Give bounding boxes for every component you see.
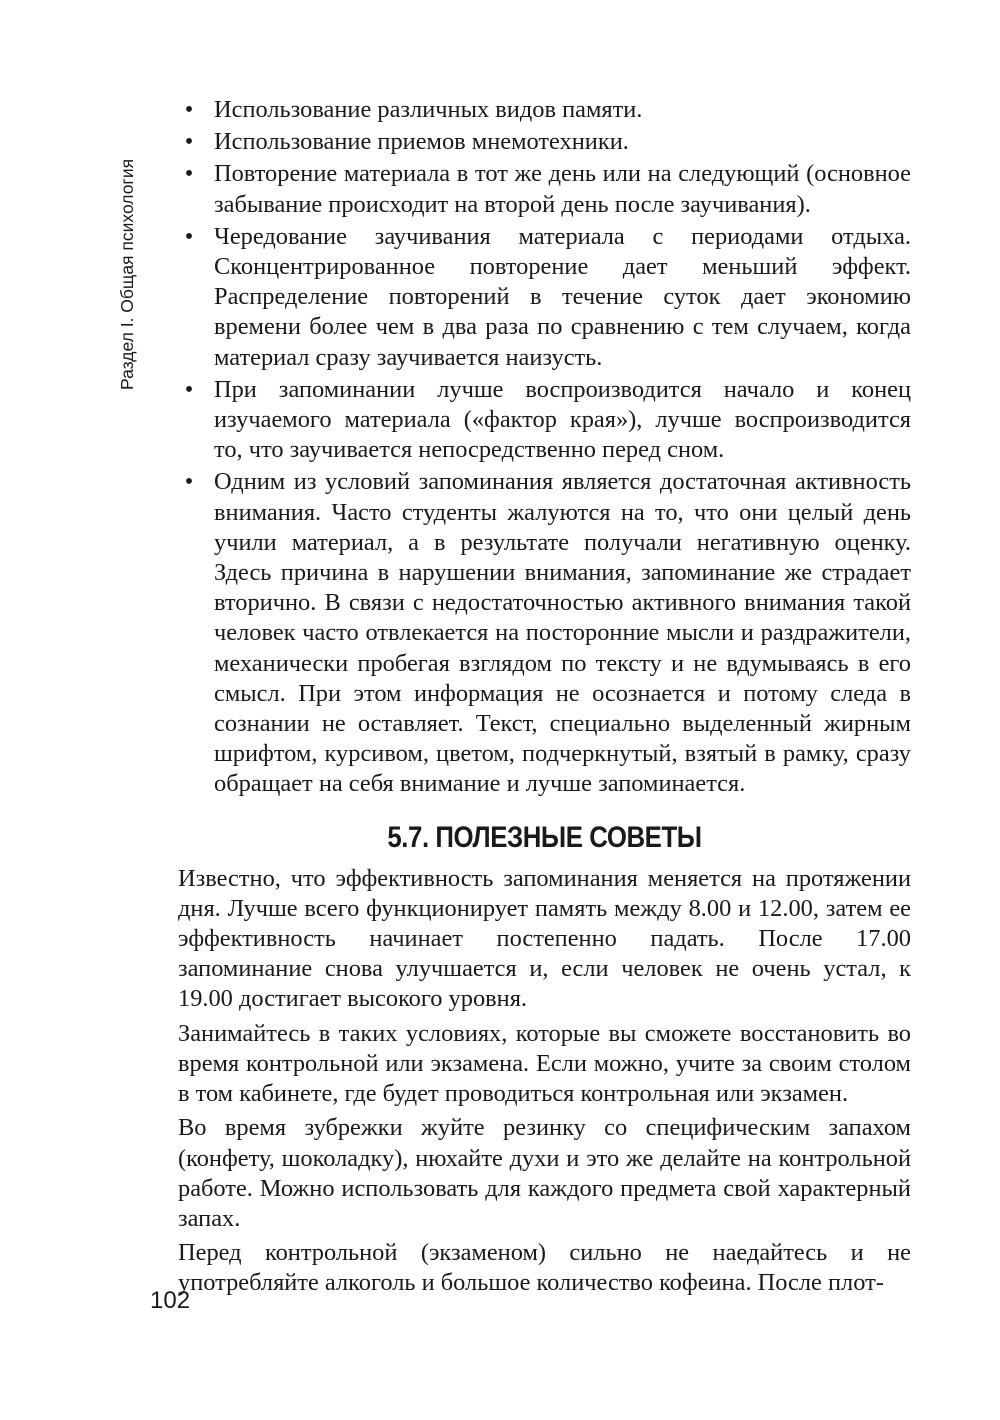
list-item-text: Использование различных видов памяти. xyxy=(214,96,643,123)
bullet-icon: • xyxy=(184,96,194,123)
page-body xyxy=(178,95,911,1303)
list-item xyxy=(178,159,911,219)
bullet-icon: • xyxy=(184,160,194,188)
list-item-text: При запоминании лучше воспроизводится начало и конец изучаемого материала («фактор края»), лучше воспроизводится то, что заучивается непосредственно перед сном. xyxy=(214,375,911,464)
bullet-icon: • xyxy=(184,375,194,403)
bullet-icon: • xyxy=(184,128,194,156)
paragraph: Перед контрольной (экзаменом) сильно не наедайтесь и не употребляйте алкоголь и большое количество кофеина. После плот- xyxy=(178,1239,911,1297)
list-item xyxy=(178,467,911,799)
section-heading: 5.7. ПОЛЕЗНЫЕ СОВЕТЫ xyxy=(387,820,702,854)
paragraph: Известно, что эффективность запоминания меняется на протяжении дня. Лучше всего функционирует память между 8.00 и 12.00, затем ее эффективность начинает постепенно падать. После 17.00 запоминание снова улучшается и, если человек не очень устал, к 19.00 достигает высокого уровня. xyxy=(178,864,911,1013)
bullet-icon: • xyxy=(184,468,194,496)
page-number: 102 xyxy=(150,1287,191,1314)
list-item xyxy=(178,222,911,373)
bullet-icon: • xyxy=(184,222,194,250)
running-head: Раздел I. Общая психология xyxy=(117,158,137,390)
paragraph: Во время зубрежки жуйте резинку со специфическим запахом (конфету, шоколадку), нюхайте духи и это же делайте на контрольной работе. Можно использовать для каждого предмета свой характерный запах. xyxy=(178,1114,911,1232)
list-item-text: Чередование заучивания материала с периодами отдыха. Сконцентрированное повторение дает меньший эффект. Распределение повторений в течение суток дает экономию времени более чем в два раза по сравнению с тем случаем, когда материал сразу заучивается наизусть. xyxy=(214,222,911,371)
list-item-text: Повторение материала в тот же день или на следующий (основное забывание происходит на второй день после заучивания). xyxy=(214,160,911,218)
bullet-list xyxy=(178,95,911,800)
list-item xyxy=(178,95,911,125)
list-item xyxy=(178,127,911,157)
list-item xyxy=(178,375,911,466)
list-item-text: Одним из условий запоминания является достаточная активность внимания. Часто студенты жалуются на то, что они целый день учили материал, а в результате получали негативную оценку. Здесь причина в нарушении внимания, запоминание же страдает вторично. В связи с недостаточностью активного внимания такой человек часто отвлекается на посторонние мысли и раздражители, механически пробегая взглядом по тексту и не вдумываясь в его смысл. При этом информация не осознается и потому следа в сознании не оставляет. Текст, специально выделенный жирным шрифтом, курсивом, цветом, подчеркнутый, взятый в рамку, сразу обращает на себя внимание и лучше запоминается. xyxy=(214,468,911,798)
list-item-text: Использование приемов мнемотехники. xyxy=(214,128,629,156)
paragraph: Занимайтесь в таких условиях, которые вы сможете восстановить во время контрольной или экзамена. Если можно, учите за своим столом в том кабинете, где будет проводиться контрольная или экзамен. xyxy=(178,1019,911,1108)
